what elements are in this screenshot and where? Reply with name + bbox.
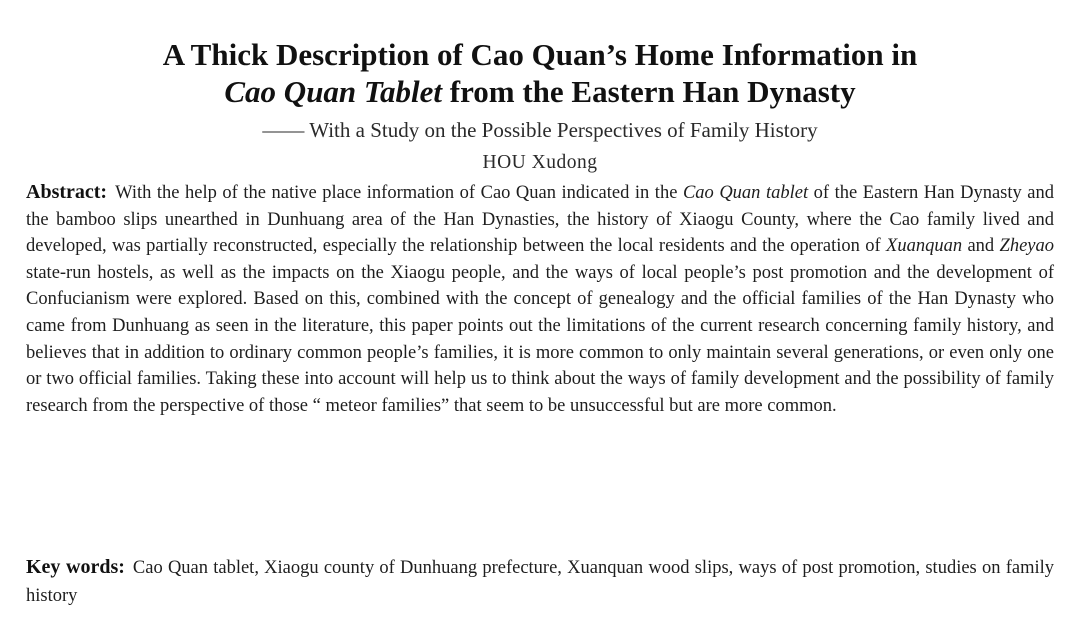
subtitle: —— With a Study on the Possible Perspectives of Family History xyxy=(262,118,818,142)
title-line-2-rest: from the Eastern Han Dynasty xyxy=(449,74,856,109)
title-line-1: A Thick Description of Cao Quan’s Home Information in xyxy=(162,37,918,72)
abstract-label: Abstract: xyxy=(26,181,108,203)
abstract-text-2: of the Eastern Han Dynasty and the bamboo slips unearthed in Dunhuang area of the Han Dynasties, the history of Xiaogu County, where the Cao family lived and developed, was partially reconstructed, especially the relationship between the local residents and the operation of xyxy=(26,183,1054,257)
title-line-2 xyxy=(0,73,1080,111)
abstract-italic-cao-quan-tablet: Cao Quan tablet xyxy=(682,183,809,203)
title-tablet-name: Cao Quan Tablet xyxy=(224,74,442,109)
abstract-paragraph xyxy=(26,179,1054,419)
abstract-italic-xuanquan: Xuanquan xyxy=(886,236,963,257)
abstract-text-4: state-run hostels, as well as the impacts on the Xiaogu people, and the ways of local people’s post promotion and the development of Confucianism were explored. Based on this, combined with the concept of genealogy and the official families of the Han Dynasty who came from Dunhuang as seen in the literature, this paper points out the limitations of the current research concerning family history, and believes that in addition to ordinary common people’s families, it is more common to only maintain several generations, or even only one or two official families. Taking these into account will help us to think about the ways of family development and the possibility of family research from the perspective of those “ meteor families” that seem to be unsuccessful but are more common. xyxy=(26,262,1054,416)
keywords-paragraph xyxy=(26,553,1054,610)
abstract-italic-zheyao: Zheyao xyxy=(999,236,1054,257)
abstract-text-1: With the help of the native place information of Cao Quan indicated in the xyxy=(115,183,683,203)
abstract-text-3: and xyxy=(962,236,1000,257)
keywords-text: Cao Quan tablet, Xiaogu county of Dunhuang prefecture, Xuanquan wood slips, ways of post promotion, studies on family history xyxy=(26,558,1054,606)
author-name: HOU Xudong xyxy=(482,152,598,173)
keywords-label: Key words: xyxy=(26,556,125,578)
